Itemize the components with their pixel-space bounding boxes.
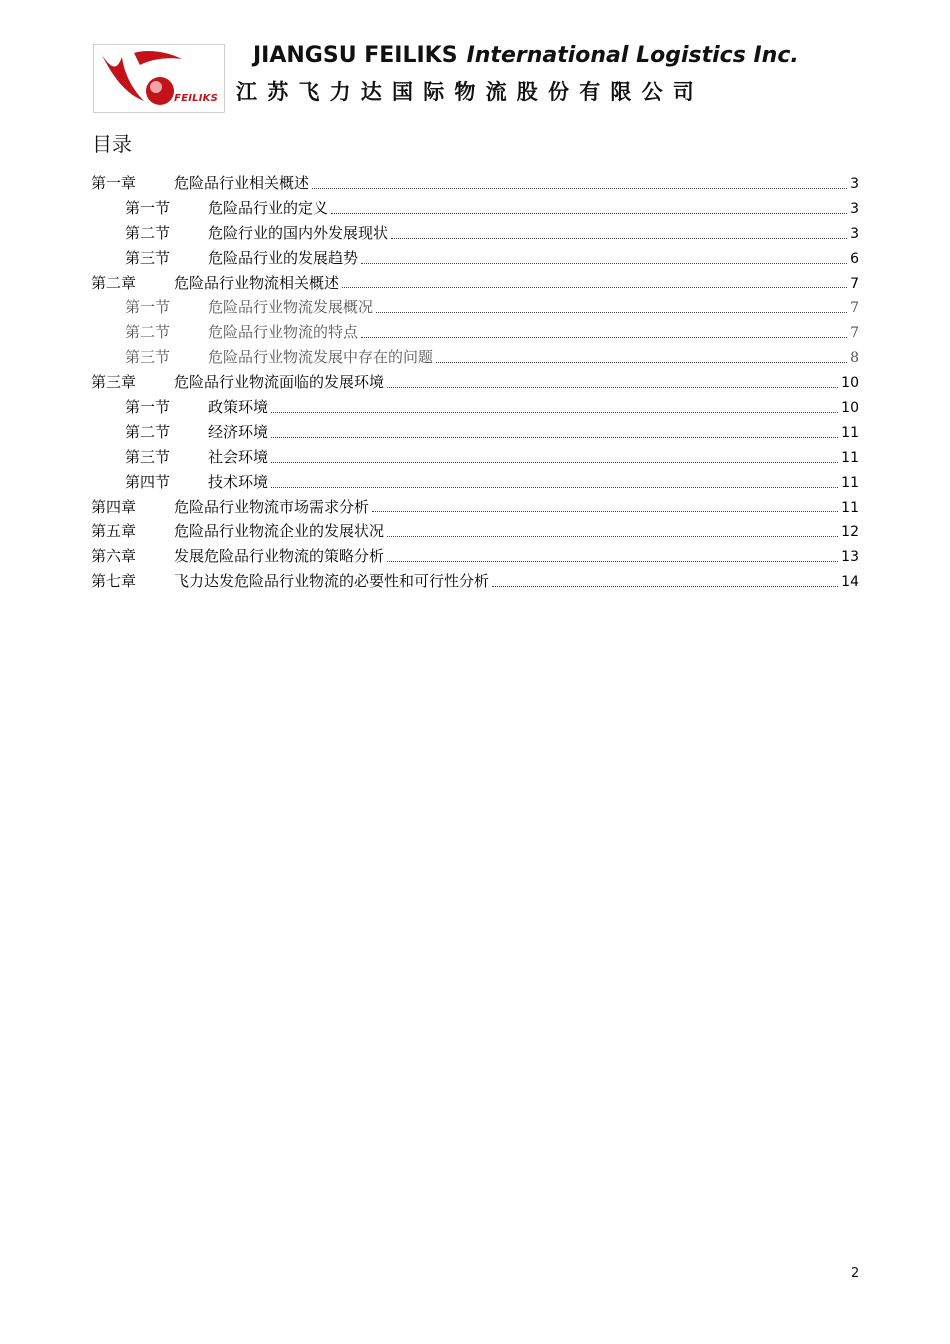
- toc-entry-page: 3: [850, 200, 859, 217]
- toc-entry-section-3-2[interactable]: [91, 420, 859, 445]
- toc-leader-dots: [387, 386, 838, 388]
- toc-entry-number: 第四章: [91, 497, 137, 516]
- toc-entry-section-1-2[interactable]: [91, 221, 859, 246]
- toc-entry-number: 第六章: [91, 547, 137, 566]
- toc-entry-page: 13: [841, 549, 859, 566]
- toc-entry-title: 社会环境: [208, 447, 269, 466]
- toc-entry-number: 第二节: [125, 223, 171, 242]
- toc-entry-number: 第二章: [91, 273, 137, 292]
- toc-entry-section-1-3[interactable]: [91, 246, 859, 271]
- toc-entry-page: 10: [841, 375, 859, 392]
- company-name-en-part2: International Logistics Inc.: [466, 43, 799, 68]
- company-name-english: [253, 43, 799, 68]
- toc-entry-chapter-5[interactable]: [91, 519, 859, 544]
- toc-entry-title: 危险品行业相关概述: [174, 174, 310, 192]
- toc-entry-chapter-2[interactable]: [91, 271, 859, 296]
- toc-leader-dots: [361, 336, 847, 338]
- toc-entry-page: 11: [841, 499, 859, 516]
- toc-entry-page: 7: [850, 325, 859, 342]
- toc-entry-section-2-1[interactable]: [91, 295, 859, 320]
- toc-leader-dots: [376, 311, 847, 313]
- toc-entry-number: 第一节: [125, 398, 171, 417]
- toc-leader-dots: [387, 560, 838, 562]
- toc-entry-chapter-7[interactable]: [91, 569, 859, 594]
- toc-entry-page: 6: [850, 250, 859, 267]
- toc-entry-page: 12: [841, 524, 859, 541]
- table-of-contents: [91, 171, 859, 594]
- toc-entry-page: 7: [850, 300, 859, 317]
- toc-entry-page: 3: [850, 176, 859, 192]
- toc-entry-section-3-4[interactable]: [91, 470, 859, 495]
- toc-leader-dots: [436, 361, 847, 363]
- company-name-en-part1: JIANGSU FEILIKS: [253, 43, 458, 68]
- toc-entry-number: 第二节: [125, 422, 171, 441]
- toc-entry-title: 发展危险品行业物流的策略分析: [174, 547, 385, 566]
- toc-leader-dots: [391, 237, 847, 239]
- toc-entry-chapter-4[interactable]: [91, 495, 859, 520]
- toc-entry-title: 危险品行业物流发展概况: [208, 298, 374, 317]
- toc-leader-dots: [492, 585, 838, 587]
- toc-leader-dots: [312, 187, 847, 189]
- toc-entry-number: 第一节: [125, 298, 171, 317]
- toc-entry-section-3-1[interactable]: [91, 395, 859, 420]
- toc-entry-page: 11: [841, 449, 859, 466]
- toc-leader-dots: [342, 286, 847, 288]
- toc-entry-title: 技术环境: [208, 472, 269, 491]
- toc-entry-number: 第二节: [125, 323, 171, 342]
- toc-entry-page: 11: [841, 424, 859, 441]
- toc-entry-title: 危险品行业物流相关概述: [174, 273, 340, 292]
- logo-text: FEILIKS: [174, 93, 218, 104]
- toc-entry-chapter-3[interactable]: [91, 370, 859, 395]
- toc-title: 目录: [92, 132, 132, 156]
- toc-entry-number: 第七章: [91, 572, 137, 591]
- toc-entry-number: 第三章: [91, 373, 137, 392]
- toc-entry-page: 3: [850, 225, 859, 242]
- toc-entry-section-3-3[interactable]: [91, 445, 859, 470]
- toc-entry-page: 11: [841, 474, 859, 491]
- toc-entry-title: 经济环境: [208, 422, 269, 441]
- toc-entry-title: 危险品行业物流市场需求分析: [174, 497, 370, 516]
- toc-entry-page: 7: [850, 275, 859, 292]
- company-name-chinese: 江苏飞力达国际物流股份有限公司: [236, 80, 704, 104]
- toc-entry-section-2-2[interactable]: [91, 320, 859, 345]
- toc-entry-page: 8: [850, 350, 859, 367]
- toc-entry-title: 危险品行业物流发展中存在的问题: [208, 348, 434, 367]
- toc-leader-dots: [361, 262, 847, 264]
- toc-entry-title: 危险品行业的发展趋势: [208, 248, 359, 267]
- toc-leader-dots: [387, 535, 838, 537]
- toc-entry-title: 危险品行业物流的特点: [208, 323, 359, 342]
- toc-entry-chapter-1[interactable]: [91, 171, 859, 196]
- toc-entry-number: 第一节: [125, 198, 171, 217]
- toc-leader-dots: [331, 212, 847, 214]
- toc-entry-number: 第五章: [91, 522, 137, 541]
- toc-leader-dots: [372, 510, 838, 512]
- toc-leader-dots: [271, 461, 838, 463]
- toc-entry-title: 危险品行业物流企业的发展状况: [174, 522, 385, 541]
- toc-leader-dots: [271, 486, 838, 488]
- toc-entry-section-1-1[interactable]: [91, 196, 859, 221]
- page-number: 2: [851, 1266, 860, 1281]
- toc-entry-title: 飞力达发危险品行业物流的必要性和可行性分析: [174, 572, 490, 591]
- toc-entry-number: 第一章: [91, 174, 137, 192]
- toc-entry-number: 第四节: [125, 472, 171, 491]
- toc-entry-page: 14: [841, 574, 859, 591]
- toc-entry-section-2-3[interactable]: [91, 345, 859, 370]
- toc-leader-dots: [271, 436, 838, 438]
- toc-entry-title: 危险行业的国内外发展现状: [208, 223, 389, 242]
- toc-entry-number: 第三节: [125, 447, 171, 466]
- company-logo: [93, 44, 225, 113]
- toc-entry-number: 第三节: [125, 248, 171, 267]
- toc-entry-title: 政策环境: [208, 398, 269, 417]
- toc-entry-chapter-6[interactable]: [91, 544, 859, 569]
- toc-entry-title: 危险品行业的定义: [208, 198, 329, 217]
- toc-entry-page: 10: [841, 400, 859, 417]
- toc-entry-number: 第三节: [125, 348, 171, 367]
- toc-leader-dots: [271, 411, 838, 413]
- toc-entry-title: 危险品行业物流面临的发展环境: [174, 373, 385, 392]
